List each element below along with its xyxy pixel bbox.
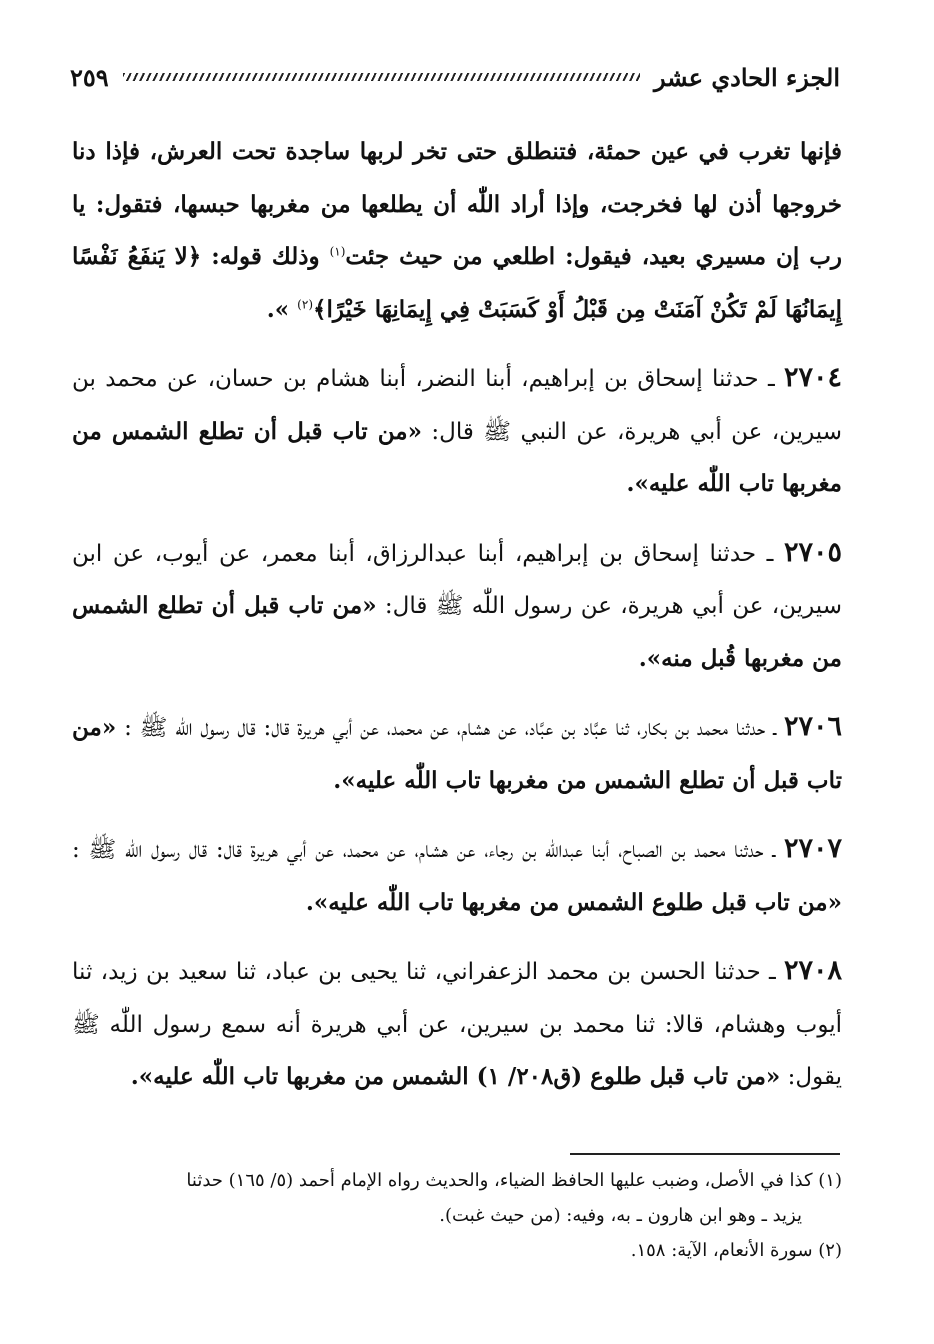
- footnote-2: (٢) سورة الأنعام، الآية: ١٥٨.: [630, 1240, 842, 1261]
- page-body: [72, 126, 842, 1120]
- paragraph-end: ».: [266, 295, 298, 323]
- quran-verse: وذلك قوله: ﴿لا يَنفَعُ نَفْسًا إِيمَانُهَا لَمْ تَكُنْ آمَنَتْ مِن قَبْلُ أَوْ كَسَبَتْ فِي إِيمَانِهَا خَيْرًا﴾: [72, 243, 842, 323]
- hadith-chain: ـ حدثنا إسحاق بن إبراهيم، أبنا النضر، أبنا هشام بن حسان، عن محمد بن سيرين، عن أبي هريرة، عن النبي ﷺ قال:: [72, 366, 842, 445]
- hadith-chain: ـ حدثنا محمد بن بكار، ثنا عبَّاد بن عبَّاد، عن هشام، عن محمد، عن أبي هريرة قال: قال رسول اللّٰه ﷺ :: [116, 715, 784, 741]
- header-rule: [123, 73, 640, 81]
- hadith-number: ٢٧٠٨: [783, 955, 842, 986]
- footnote-divider: [570, 1153, 840, 1155]
- hadith-text: «من تاب قبل طلوع (ق٢٠٨/ ١) الشمس من مغربها تاب اللّٰه عليه».: [130, 1063, 781, 1090]
- hadith-text: «من تاب قبل أن تطلع الشمس من مغربها تاب اللّٰه عليه».: [72, 417, 842, 497]
- footnote-ref-1: (١): [329, 244, 346, 259]
- hadith-chain: ـ حدثنا الحسن بن محمد الزعفراني، ثنا يحيى بن عباد، ثنا سعيد بن زيد، ثنا أيوب وهشام، قالا: ثنا محمد بن سيرين، عن أبي هريرة أنه سمع رسول اللّٰه ﷺ يقول:: [72, 959, 842, 1090]
- hadith-2706: [72, 701, 842, 807]
- footnote-ref-2: (٢): [297, 296, 313, 311]
- footnote-1-continuation: يزيد ـ وهو ابن هارون ـ به، وفيه: (من حيث غبت).: [439, 1205, 802, 1226]
- hadith-number: ٢٧٠٤: [783, 362, 842, 393]
- hadith-text: «من تاب قبل أن تطلع الشمس من مغربها قُبل منه».: [72, 592, 842, 672]
- page-header: [70, 58, 840, 96]
- hadith-text: «من تاب قبل طلوع الشمس من مغربها تاب اللّٰه عليه».: [305, 888, 842, 916]
- hadith-chain: ـ حدثنا محمد بن الصباح، أبنا عبداللّٰه بن رجاء، عن هشام، عن محمد، عن أبي هريرة قال: قال رسول اللّٰه ﷺ :: [72, 837, 784, 863]
- hadith-number: ٢٧٠٦: [783, 711, 842, 742]
- hadith-2705: [72, 527, 842, 686]
- hadith-chain: ـ حدثنا إسحاق بن إبراهيم، أبنا عبدالرزاق، أبنا معمر، عن أيوب، عن ابن سيرين، عن أبي هريرة، عن رسول اللّٰه ﷺ قال:: [72, 540, 842, 619]
- hadith-text: «من تاب قبل أن تطلع الشمس من مغربها تاب اللّٰه عليه».: [72, 714, 842, 794]
- running-title: الجزء الحادي عشر: [654, 62, 840, 92]
- footnotes: [74, 1163, 842, 1268]
- hadith-number: ٢٧٠٥: [783, 536, 842, 568]
- paragraph-text: فإنها تغرب في عين حمئة، فتنطلق حتى تخر لربها ساجدة تحت العرش، فإذا دنا خروجها أذن لها فخرجت، وإذا أراد اللّٰه أن يطلعها من مغربها حبسها، فتقول: يا رب إن مسيري بعيد، فيقول: اطلعي من حيث جئت: [72, 138, 843, 270]
- hadith-number: ٢٧٠٧: [783, 833, 842, 864]
- footnote-1: (١) كذا في الأصل، وضبب عليها الحافظ الضياء، والحديث رواه الإمام أحمد (٥/ ١٦٥) حدثنا: [186, 1170, 842, 1191]
- paragraph-continuation: [72, 126, 842, 336]
- hadith-2708: [72, 945, 842, 1104]
- hadith-2707: [72, 823, 842, 929]
- hadith-2704: [72, 352, 842, 511]
- page-number: ٢٥٩: [70, 62, 109, 92]
